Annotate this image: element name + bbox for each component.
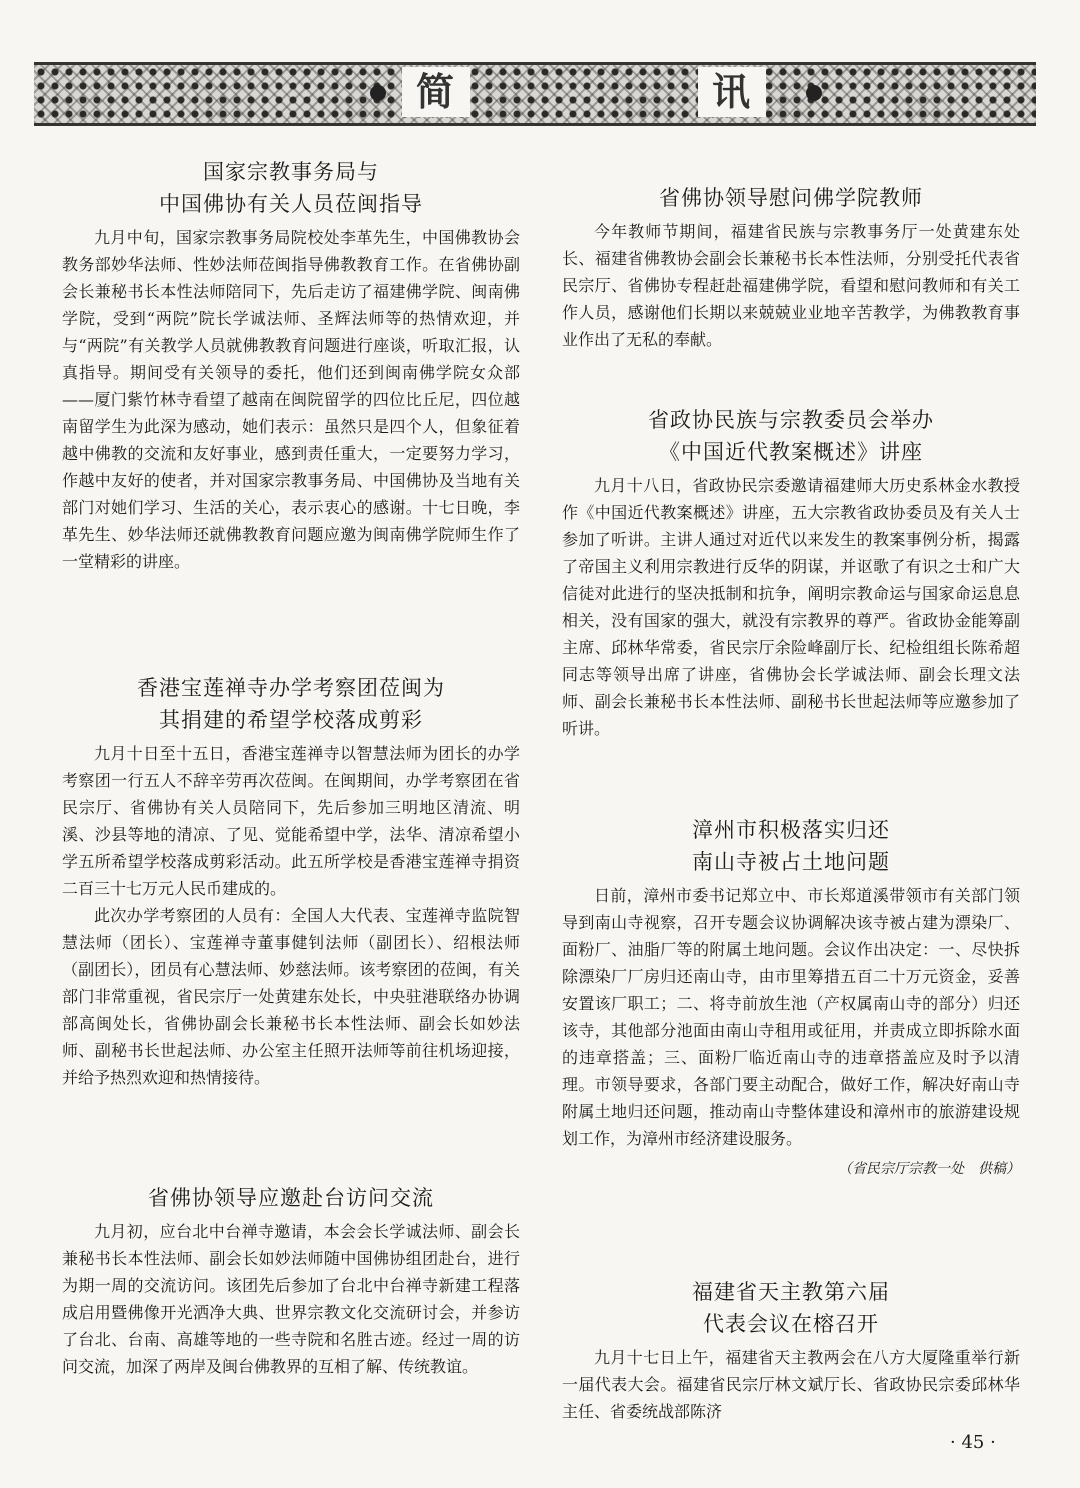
article-body: 九月十七日上午，福建省天主教两会在八方大厦隆重举行新一届代表大会。福建省民宗厅林文斌厅长、省政协民宗委邱林华主任、省委统战部陈济 [562, 1348, 1020, 1421]
article-body: 九月中旬，国家宗教事务局院校处李革先生，中国佛教协会教务部妙华法师、性妙法师莅闽指导佛教教育工作。在省佛协副会长兼秘书长本性法师陪同下，先后走访了福建佛学院、闽南佛学院，受到“两院”院长学诚法师、圣辉法师等的热情欢迎，并与“两院”有关教学人员就佛教教育问题进行座谈，听取汇报，认真指导。期间受有关领导的委托，他们还到闽南佛学院女众部——厦门紫竹林寺看望了越南在闽院留学的四位比丘尼，四位越南留学生为此深为感动，她们表示：虽然只是四个人，但象征着越中佛教的交流和友好事业，感到责任重大，一定要努力学习，作越中友好的使者，并对国家宗教事务局、中国佛协及当地有关部门对她们学习、生活的关心，表示衷心的感谢。十七日晚，李革先生、妙华法师还就佛教教育问题应邀为闽南佛学院师生作了一堂精彩的讲座。 [62, 228, 520, 571]
banner-word-xun: 讯 [698, 67, 766, 117]
article-zhengxie [562, 404, 1020, 742]
banner-word-jian: 简 [402, 67, 470, 117]
article-credit: （省民宗厅宗教一处 供稿） [838, 1161, 1020, 1177]
article-weiwen [562, 182, 1020, 353]
article-title: 香港宝莲禅寺办学考察团莅闽为 其捐建的希望学校落成剪彩 [137, 676, 445, 732]
article-body: 九月初，应台北中台禅寺邀请，本会会长学诚法师、副会长兼秘书长本性法师、副会长如妙法师随中国佛协组团赴台，进行为期一周的交流访问。该团先后参加了台北中台禅寺新建工程落成启用暨佛像开光洒净大典、世界宗教文化交流研讨会，并参访了台北、台南、高雄等地的一些寺院和名胜古迹。经过一周的访问交流，加深了两岸及闽台佛教界的互相了解、传统教谊。 [62, 1222, 520, 1376]
article-title: 福建省天主教第六届 代表会议在榕召开 [692, 1280, 890, 1336]
article-body: 九月十日至十五日，香港宝莲禅寺以智慧法师为团长的办学考察团一行五人不辞辛劳再次莅闽。在闽期间，办学考察团在省民宗厅、省佛协有关人员陪同下，先后参加三明地区清流、明溪、沙县等地的清凉、了见、觉能希望中学，法华、清凉希望小学五所希望学校落成剪彩活动。此五所学校是香港宝莲禅寺捐资二百三十七万元人民币建成的。 [62, 744, 520, 898]
article-baolian [62, 672, 520, 1091]
article-guojia [62, 156, 520, 575]
column-banner [34, 62, 1036, 126]
article-body: 今年教师节期间，福建省民族与宗教事务厅一处黄建东处长、福建省佛教协会副会长兼秘书长本性法师，分别受托代表省民宗厅、省佛协专程赶赴福建佛学院，看望和慰问教师和有关工作人员，感谢他们长期以来兢兢业业地辛苦教学，为佛教教育事业作出了无私的奉献。 [562, 222, 1020, 349]
article-body: 日前，漳州市委书记郑立中、市长郑道溪带领市有关部门领导到南山寺视察，召开专题会议协调解决该寺被占建为漂染厂、面粉厂、油脂厂等的附属土地问题。会议作出决定：一、尽快拆除漂染厂厂房归还南山寺，由市里筹措五百二十万元资金，妥善安置该厂职工；二、将寺前放生池（产权属南山寺的部分）归还该寺，其他部分池面由南山寺租用或征用，并责成立即拆除水面的违章搭盖；三、面粉厂临近南山寺的违章搭盖应及时予以清理。市领导要求，各部门要主动配合，做好工作，解决好南山寺附属土地归还问题，推动南山寺整体建设和漳州市的旅游建设规划工作，为漳州市经济建设服务。 [562, 886, 1020, 1148]
banner-dot-icon [806, 85, 822, 101]
article-title: 国家宗教事务局与 中国佛协有关人员莅闽指导 [159, 160, 423, 216]
article-body: 此次办学考察团的人员有：全国人大代表、宝莲禅寺监院智慧法师（团长）、宝莲禅寺董事健钊法师（副团长）、绍根法师（副团长），团员有心慧法师、妙慈法师。该考察团的莅闽，有关部门非常重视，省民宗厅一处黄建东处长，中央驻港联络办协调部高闽处长，省佛协副会长兼秘书长本性法师、副会长如妙法师、副秘书长世起法师、办公室主任照开法师等前往机场迎接，并给予热烈欢迎和热情接待。 [62, 906, 520, 1087]
article-tianzhujiao [562, 1276, 1020, 1425]
banner-dot-icon [370, 85, 386, 101]
article-title: 省政协民族与宗教委员会举办 《中国近代教案概述》讲座 [648, 408, 934, 464]
article-title: 省佛协领导慰问佛学院教师 [659, 186, 923, 210]
article-body: 九月十八日，省政协民宗委邀请福建师大历史系林金水教授作《中国近代教案概述》讲座，五大宗教省政协委员及有关人士参加了听讲。主讲人通过对近代以来发生的教案事例分析，揭露了帝国主义利用宗教进行反华的阴谋，并讴歌了有识之士和广大信徒对此进行的坚决抵制和抗争，阐明宗教命运与国家命运息息相关，没有国家的强大，就没有宗教界的尊严。省政协金能筹副主席、邱林华常委，省民宗厅余险峰副厅长、纪检组组长陈希超同志等领导出席了讲座，省佛协会长学诚法师、副会长理文法师、副会长兼秘书长本性法师、副秘书长世起法师等应邀参加了听讲。 [562, 476, 1020, 738]
article-zhangzhou [562, 814, 1020, 1183]
article-title: 漳州市积极落实归还 南山寺被占土地问题 [692, 818, 890, 874]
page-number: · 45 · [950, 1432, 996, 1453]
article-title: 省佛协领导应邀赴台访问交流 [148, 1186, 434, 1210]
article-fangtai [62, 1182, 520, 1380]
